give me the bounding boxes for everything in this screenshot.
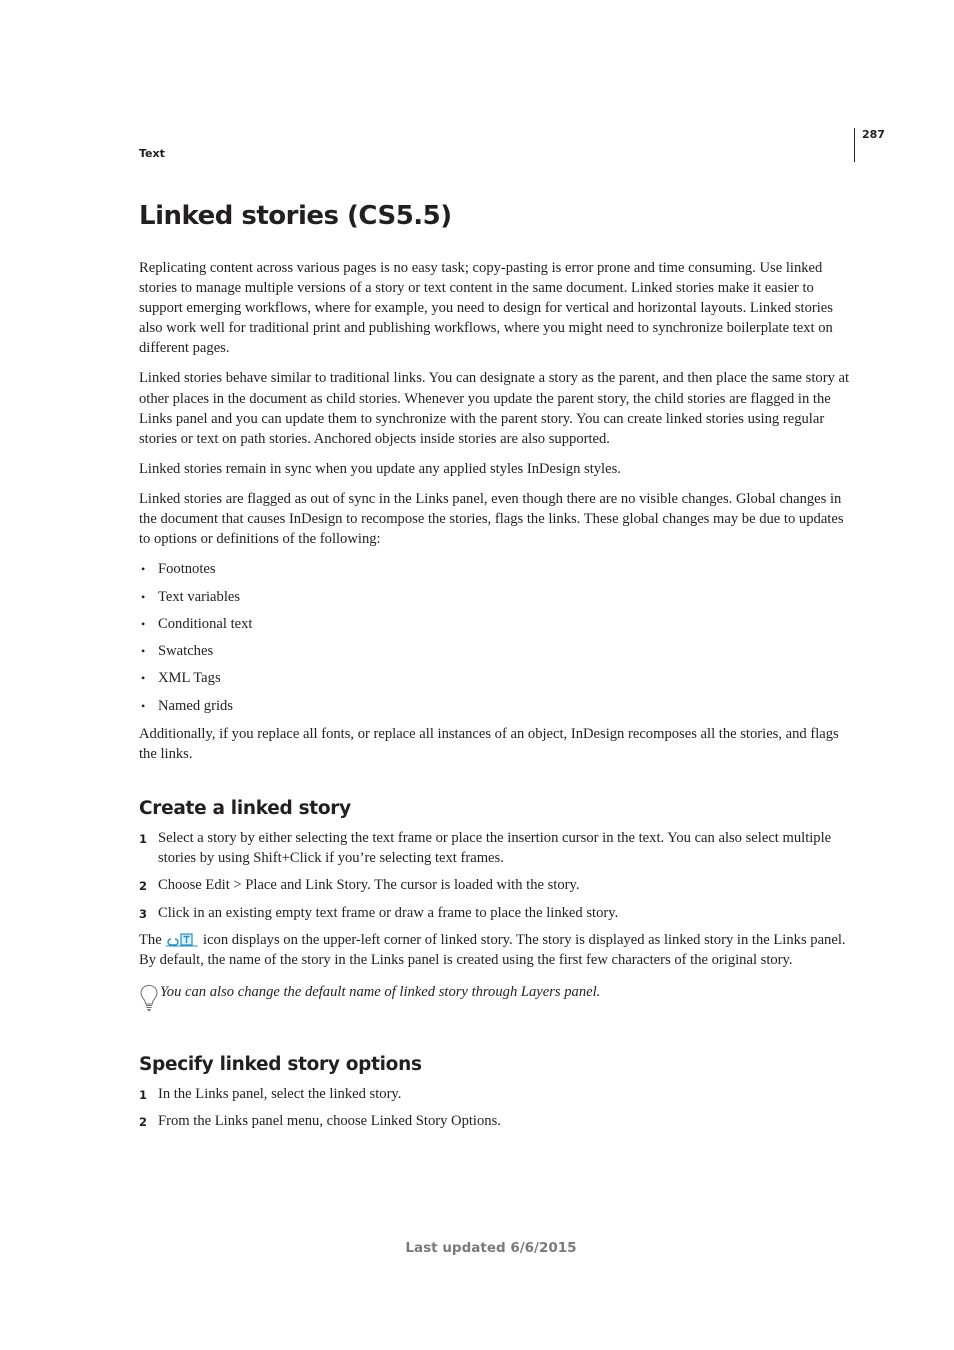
after-list-paragraph: Additionally, if you replace all fonts, or replace all instances of an object, InDesign recomposes all the stories, and flags the links. xyxy=(139,725,839,762)
step-item: 2 From the Links panel menu, choose Linked Story Options. xyxy=(139,1111,851,1131)
step-number: 2 xyxy=(139,879,148,894)
page-number: 287 xyxy=(862,128,885,141)
intro-paragraph-3: Linked stories remain in sync when you update any applied styles InDesign styles. xyxy=(139,460,621,477)
lightbulb-icon xyxy=(139,984,159,1012)
icon-explanation-paragraph: The icon displays on the upper-left corner of linked story. The story is displayed as linked story in the Links panel. By default, the name of the story in the Links panel is created using the first few characters of the original story. xyxy=(139,931,846,968)
step-item: 3 Click in an existing empty text frame or draw a frame to place the linked story. xyxy=(139,903,851,923)
step-number: 2 xyxy=(139,1115,148,1130)
tip-text: You can also change the default name of linked story through Layers panel. xyxy=(160,984,601,1001)
bullet: • xyxy=(141,644,146,659)
intro-paragraph-4: Linked stories are flagged as out of sync in the Links panel, even though there are no visible changes. Global changes in the document that causes InDesign to recompose the stories, flags the links. These global changes may be due to updates to options or definitions of the following: xyxy=(139,490,844,548)
bullet: • xyxy=(141,589,146,604)
step-item: 1 In the Links panel, select the linked story. xyxy=(139,1084,851,1104)
step-number: 1 xyxy=(139,831,148,846)
linked-story-icon xyxy=(165,932,199,948)
intro-paragraph-1: Replicating content across various pages is no easy task; copy-pasting is error prone and time consuming. Use linked stories to manage multiple versions of a story or text content in the same document. Linked stories make it easier to support emerging workflows, where for example, you need to design for vertical and horizontal layouts. Linked stories also work well for traditional print and publishing workflows, where you might need to synchronize boilerplate text on different pages. xyxy=(139,260,833,357)
bullet: • xyxy=(141,698,146,713)
global-changes-list xyxy=(139,559,851,716)
list-item: • Text variables xyxy=(139,587,851,607)
list-item: • Conditional text xyxy=(139,614,851,634)
step-item: 2 Choose Edit > Place and Link Story. The cursor is loaded with the story. xyxy=(139,875,851,895)
step-number: 3 xyxy=(139,906,148,921)
page-title: Linked stories (CS5.5) xyxy=(139,201,452,231)
page-content xyxy=(139,196,851,1139)
bullet: • xyxy=(141,562,146,577)
last-updated-footer: Last updated 6/6/2015 xyxy=(405,1240,577,1256)
heading-specify-linked-story-options: Specify linked story options xyxy=(139,1054,422,1076)
bullet: • xyxy=(141,616,146,631)
step-item: 1 Select a story by either selecting the text frame or place the insertion cursor in the text. You can also select multiple stories by using Shift+Click if you’re selecting text frames. xyxy=(139,829,832,866)
list-item: • XML Tags xyxy=(139,668,851,688)
tip-note xyxy=(139,982,851,1002)
list-item: • Footnotes xyxy=(139,559,851,579)
options-steps-list xyxy=(139,1084,851,1131)
running-header: Text xyxy=(139,147,165,160)
create-steps-list xyxy=(139,828,851,923)
list-item: • Swatches xyxy=(139,641,851,661)
list-item: • Named grids xyxy=(139,696,851,716)
heading-create-linked-story: Create a linked story xyxy=(139,797,351,819)
bullet: • xyxy=(141,671,146,686)
intro-paragraph-2: Linked stories behave similar to traditional links. You can designate a story as the parent, and then place the same story at other places in the document as child stories. Whenever you update the parent story, the child stories are flagged in the Links panel and you can update them to synchronize with the parent story. You can create linked stories using regular stories or text on path stories. Anchored objects inside stories are also supported. xyxy=(139,370,850,447)
step-number: 1 xyxy=(139,1088,148,1103)
page-number-rule xyxy=(854,128,855,162)
